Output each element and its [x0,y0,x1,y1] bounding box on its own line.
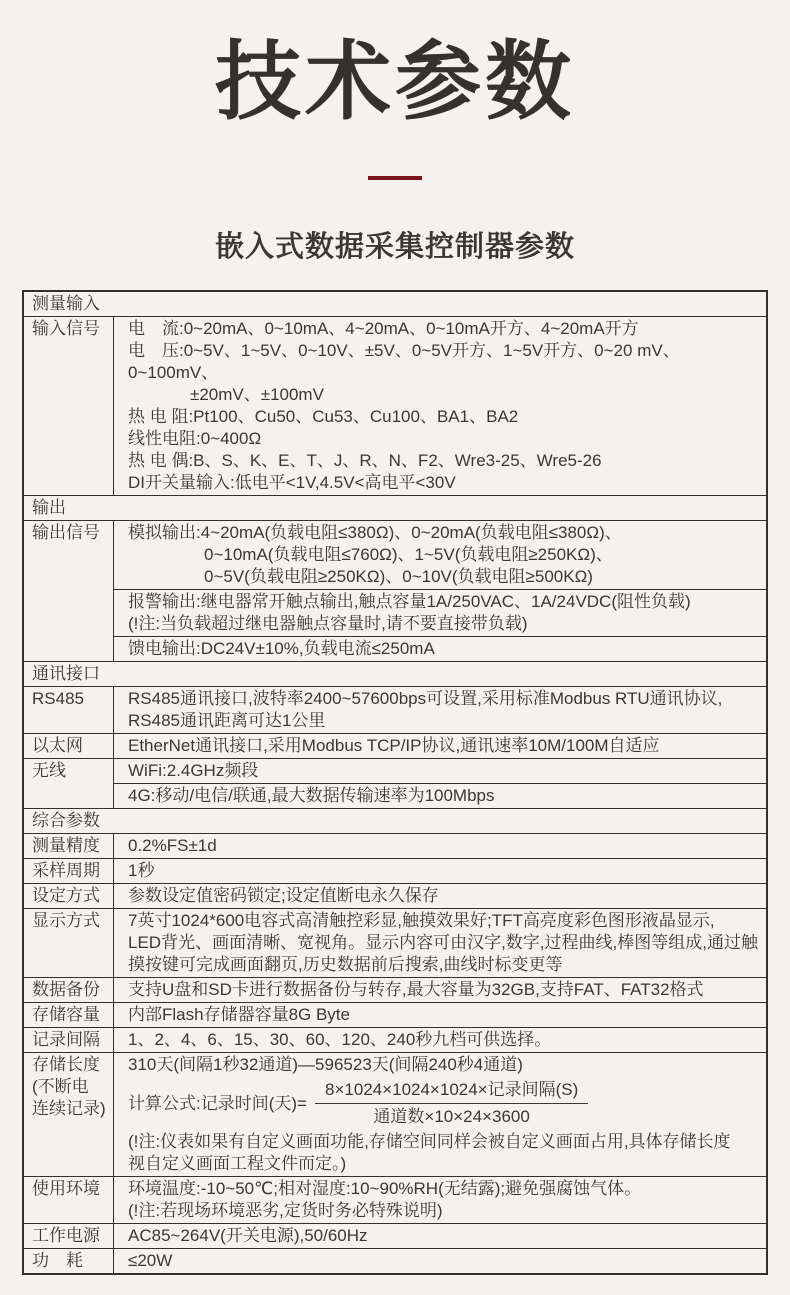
row-label-rs485: RS485 [24,687,114,733]
row-label-display: 显示方式 [24,909,114,977]
row-interval [24,1027,766,1052]
setting-line: 参数设定值密码锁定;设定值断电永久保存 [128,886,439,905]
display-line2: LED背光、画面清晰、宽视角。显示内容可由汉字,数字,过程曲线,棒图等组成,通过触 [128,933,758,952]
row-capacity [24,1002,766,1027]
section-header-general: 综合参数 [24,808,766,833]
row-power-consumption [24,1248,766,1273]
sampling-line: 1秒 [128,861,155,880]
rs485-line1: RS485通讯接口,波特率2400~57600bps可设置,采用标准Modbus RTU通讯协议, [128,689,723,708]
storage-length-formula [114,1078,766,1129]
wireless-4g [114,783,766,808]
page-subtitle: 嵌入式数据采集控制器参数 [214,231,575,263]
row-label-wireless: 无线 [24,759,114,808]
row-label-ethernet: 以太网 [24,734,114,758]
power-supply-line: AC85~264V(开关电源),50/60Hz [128,1226,368,1245]
rs485-line2: RS485通讯距离可达1公里 [128,711,326,730]
spec-table [22,290,768,1275]
wireless-wifi-line: WiFi:2.4GHz频段 [128,761,259,780]
backup-line: 支持U盘和SD卡进行数据备份与转存,最大容量为32GB,支持FAT、FAT32格式 [128,980,704,999]
wireless-4g-line: 4G:移动/电信/联通,最大数据传输速率为100Mbps [128,786,495,805]
output-feed [114,636,766,661]
input-signal-voltage-cont: ±20mV、±100mV [190,385,324,404]
row-value-display [114,909,766,977]
row-sampling [24,858,766,883]
row-value-rs485 [114,687,766,733]
storage-length-label-line3: 连续记录) [32,1099,106,1118]
row-value-power-consumption [114,1249,766,1273]
section-header-measure-input: 测量输入 [32,294,100,313]
environment-line2: (!注:若现场环境恶劣,定货时务必特殊说明) [128,1201,443,1220]
row-setting [24,883,766,908]
row-label-input-signal: 输入信号 [24,317,114,495]
formula-fraction [315,1078,588,1129]
row-label-interval: 记录间隔 [24,1028,114,1052]
row-value-storage-length [114,1053,766,1176]
row-display [24,908,766,977]
row-value-ethernet [114,734,766,758]
row-value-accuracy [114,834,766,858]
wireless-wifi [114,759,766,783]
input-signal-linear-resistance: 线性电阻:0~400Ω [128,429,262,448]
row-ethernet [24,733,766,758]
section-header-comm: 通讯接口 [24,661,766,686]
row-label-environment: 使用环境 [24,1177,114,1223]
input-signal-current: 电 流:0~20mA、0~10mA、4~20mA、0~10mA开方、4~20mA开方 [128,319,639,338]
row-label-backup: 数据备份 [24,978,114,1002]
output-alarm-note: (!注:当负载超过继电器触点容量时,请不要直接带负载) [128,614,528,633]
row-storage-length [24,1052,766,1176]
storage-length-note1: (!注:仪表如果有自定义画面功能,存储空间同样会被自定义画面占用,具体存储长度 [128,1132,731,1151]
row-label-sampling: 采样周期 [24,859,114,883]
input-signal-di: DI开关量输入:低电平<1V,4.5V<高电平<30V [128,473,456,492]
accuracy-line: 0.2%FS±1d [128,836,217,855]
row-rs485 [24,686,766,733]
display-line3: 摸按键可完成画面翻页,历史数据前后搜索,曲线时标变更等 [128,955,563,974]
row-label-capacity: 存储容量 [24,1003,114,1027]
output-feed-line: 馈电输出:DC24V±10%,负载电流≤250mA [128,639,435,658]
input-signal-rtd: 热 电 阻:Pt100、Cu50、Cu53、Cu100、BA1、BA2 [128,407,519,426]
formula-prefix: 计算公式:记录时间(天)= [128,1093,307,1113]
output-analog-line3: 0~5V(负载电阻≥250KΩ)、0~10V(负载电阻≥500KΩ) [204,567,593,586]
capacity-line: 内部Flash存储器容量8G Byte [128,1005,350,1024]
ethernet-line: EtherNet通讯接口,采用Modbus TCP/IP协议,通讯速率10M/100M自适应 [128,736,660,755]
output-analog-line2: 0~10mA(负载电阻≤760Ω)、1~5V(负载电阻≥250KΩ)、 [204,545,613,564]
row-value-output-signal [114,521,766,661]
row-value-capacity [114,1003,766,1027]
storage-length-label-line2: (不断电 [32,1077,89,1096]
row-output-signal [24,520,766,661]
row-value-interval [114,1028,766,1052]
row-label-power-consumption: 功 耗 [24,1249,114,1273]
row-label-storage-length [24,1053,114,1176]
formula-denominator: 通道数×10×24×3600 [373,1107,530,1126]
output-alarm [114,589,766,636]
section-header-output: 输出 [24,495,766,520]
row-input-signal [24,316,766,495]
row-value-setting [114,884,766,908]
output-analog [114,521,766,589]
input-signal-voltage: 电 压:0~5V、1~5V、0~10V、±5V、0~5V开方、1~5V开方、0~20 mV、0~100mV、 [128,341,680,382]
row-backup [24,977,766,1002]
page-title: 技术参数 [215,34,575,130]
formula-numerator: 8×1024×1024×1024×记录间隔(S) [315,1078,588,1104]
output-alarm-line1: 报警输出:继电器常开触点输出,触点容量1A/250VAC、1A/24VDC(阻性负载) [128,592,691,611]
environment-line1: 环境温度:-10~50℃;相对湿度:10~90%RH(无结露);避免强腐蚀气体。 [128,1179,642,1198]
row-value-sampling [114,859,766,883]
title-accent-dash [368,176,422,180]
storage-length-note2: 视自定义画面工程文件而定。) [128,1154,347,1173]
row-label-output-signal: 输出信号 [24,521,114,661]
row-value-backup [114,978,766,1002]
row-value-input-signal [114,317,766,495]
row-power-supply [24,1223,766,1248]
display-line1: 7英寸1024*600电容式高清触控彩显,触摸效果好;TFT高亮度彩色图形液晶显示, [128,911,715,930]
row-wireless [24,758,766,808]
power-consumption-line: ≤20W [128,1251,173,1270]
input-signal-thermocouple: 热 电 偶:B、S、K、E、T、J、R、N、F2、Wre3-25、Wre5-26 [128,451,602,470]
row-label-power-supply: 工作电源 [24,1224,114,1248]
row-value-power-supply [114,1224,766,1248]
row-label-accuracy: 测量精度 [24,834,114,858]
row-environment [24,1176,766,1223]
row-accuracy [24,833,766,858]
row-value-wireless [114,759,766,808]
storage-length-range: 310天(间隔1秒32通道)—596523天(间隔240秒4通道) [128,1055,523,1074]
row-label-setting: 设定方式 [24,884,114,908]
output-analog-line1: 模拟输出:4~20mA(负载电阻≤380Ω)、0~20mA(负载电阻≤380Ω)、 [128,523,622,542]
row-value-environment [114,1177,766,1223]
storage-length-label-line1: 存储长度 [32,1055,100,1074]
interval-line: 1、2、4、6、15、30、60、120、240秒九档可供选择。 [128,1030,552,1049]
